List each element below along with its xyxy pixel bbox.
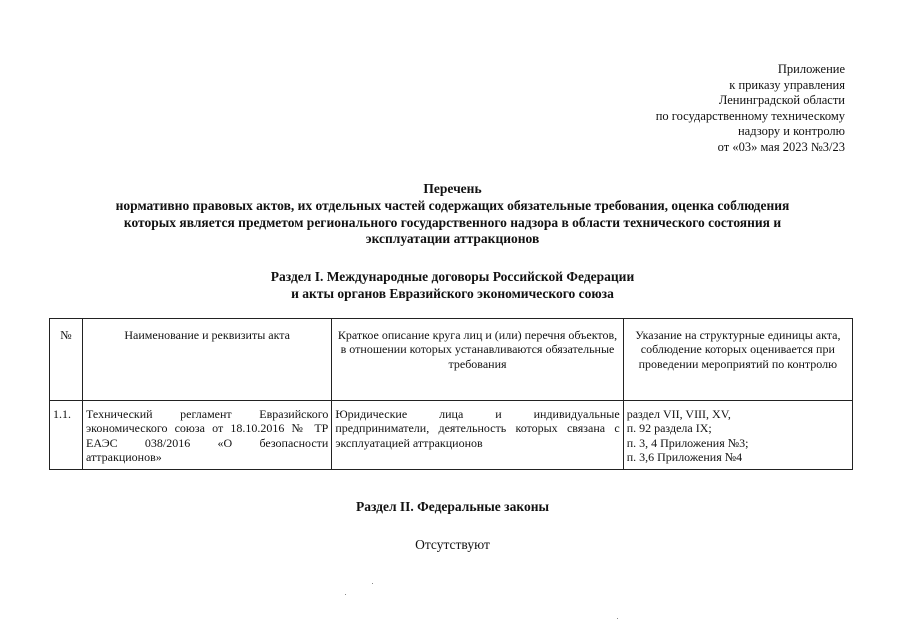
appendix-header [656,62,845,156]
section-heading-line: и акты органов Евразийского экономического союза [291,286,614,301]
unit-line: п. 92 раздела IX; [626,421,712,436]
appendix-line: по государственному техническому [655,108,845,123]
section-heading-line: Раздел I. Международные договоры Российской Федерации [270,269,635,284]
scan-speck [617,618,618,619]
scan-speck [372,583,373,584]
unit-line: п. 3, 4 Приложения №3; [626,435,749,450]
unit-line: п. 3,6 Приложения №4 [626,450,743,465]
section-1-heading [40,268,865,302]
appendix-line: к приказу управления [729,77,845,92]
scan-speck [345,594,346,595]
table-row [50,401,853,470]
title-line: эксплуатации аттракционов [365,231,540,247]
appendix-line: Ленинградской области [718,93,845,108]
header-units: Указание на структурные единицы акта, соблюдение которых оценивается при проведении мероприятий по контролю [623,319,852,401]
title-line: которых является предметом регионального государственного надзора в области технического состояния и [123,214,782,230]
section-2-heading: Раздел II. Федеральные законы [355,499,550,514]
table-header-row [50,319,853,401]
title-line: нормативно правовых актов, их отдельных частей содержащих обязательные требования, оценка соблюдения [115,197,790,213]
header-act-name: Наименование и реквизиты акта [83,319,332,401]
unit-line: раздел VII, VIII, XV, [626,407,731,421]
row-units [623,401,852,470]
document-title [40,181,865,248]
title-line: Перечень [423,181,482,196]
appendix-line: от «03» мая 2023 №3/23 [717,139,845,154]
header-persons: Краткое описание круга лиц и (или) перечня объектов, в отношении которых устанавливаются обязательные требования [332,319,623,401]
section-2-status: Отсутствуют [415,537,490,552]
header-number: № [50,319,83,401]
appendix-line: Приложение [777,62,845,76]
acts-table [49,318,853,470]
row-number: 1.1. [50,401,83,470]
row-act-name: Технический регламент Евразийского экономического союза от 18.10.2016 № ТР ЕАЭС 038/2016 «О безопасности аттракционов» [83,401,332,470]
appendix-line: надзору и контролю [737,124,845,139]
row-persons: Юридические лица и индивидуальные предприниматели, деятельность которых связана с эксплуатацией аттракционов [332,401,623,470]
